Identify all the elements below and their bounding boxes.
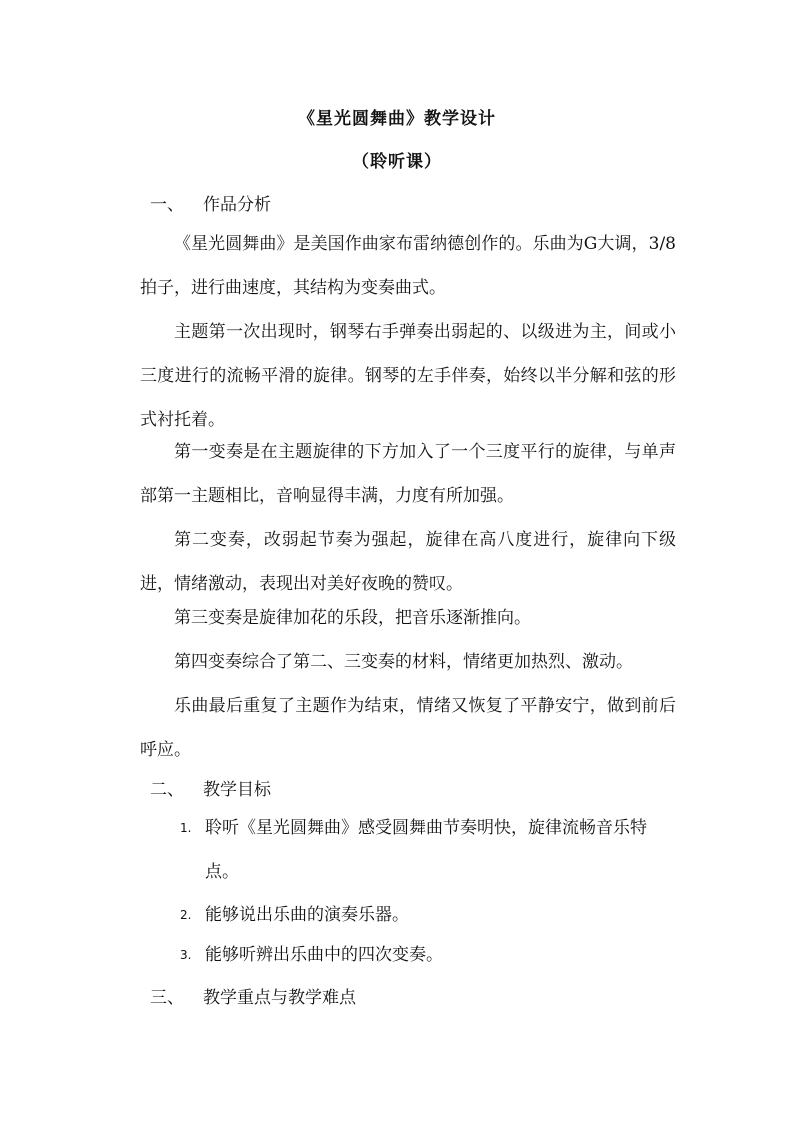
list-marker: 1. [180, 821, 192, 835]
paragraph: 第二变奏，改弱起节奏为强起，旋律在高八度进行，旋律向下级进，情绪激动，表现出对美好夜晚的赞叹。 [140, 530, 676, 594]
objective-item [180, 893, 680, 937]
section-title: 教学重点与教学难点 [203, 988, 356, 1008]
objective-item [180, 806, 680, 894]
paragraph: 《星光圆舞曲》是美国作曲家布雷纳德创作的。乐曲为G大调，3/8拍子，进行曲速度，其结构为变奏曲式。 [140, 234, 676, 298]
paragraph: 主题第一次出现时，钢琴右手弹奏出弱起的、以级进为主，间或小三度进行的流畅平滑的旋律。钢琴的左手伴奏，始终以半分解和弦的形式衬托着。 [140, 322, 676, 430]
paragraph: 乐曲最后重复了主题作为结束，情绪又恢复了平静安宁，做到前后呼应。 [140, 696, 676, 760]
section-number: 三、 [150, 988, 184, 1008]
list-marker: 2. [180, 908, 192, 922]
paragraph: 第一变奏是在主题旋律的下方加入了一个三度平行的旋律，与单声部第一主题相比，音响显得丰满，力度有所加强。 [140, 442, 676, 506]
section-heading-analysis [150, 190, 271, 215]
objective-text: 能够说出乐曲的演奏乐器。 [205, 905, 409, 925]
document-title: 《星光圆舞曲》教学设计 [298, 109, 496, 129]
paragraph: 第四变奏综合了第二、三变奏的材料，情绪更加热烈、激动。 [174, 652, 633, 672]
objective-item [180, 933, 680, 977]
section-heading-objectives [150, 775, 271, 800]
objective-text: 聆听《星光圆舞曲》感受圆舞曲节奏明快，旋律流畅音乐特点。 [205, 818, 647, 882]
paragraph: 第三变奏是旋律加花的乐段，把音乐逐渐推向。 [174, 608, 531, 628]
section-number: 二、 [150, 780, 184, 800]
objective-text: 能够听辨出乐曲中的四次变奏。 [205, 945, 443, 965]
section-heading-key-points [150, 983, 356, 1008]
section-title: 作品分析 [203, 195, 271, 215]
section-number: 一、 [150, 195, 184, 215]
section-title: 教学目标 [203, 780, 271, 800]
list-marker: 3. [180, 948, 192, 962]
document-subtitle: （聆听课） [352, 152, 442, 172]
